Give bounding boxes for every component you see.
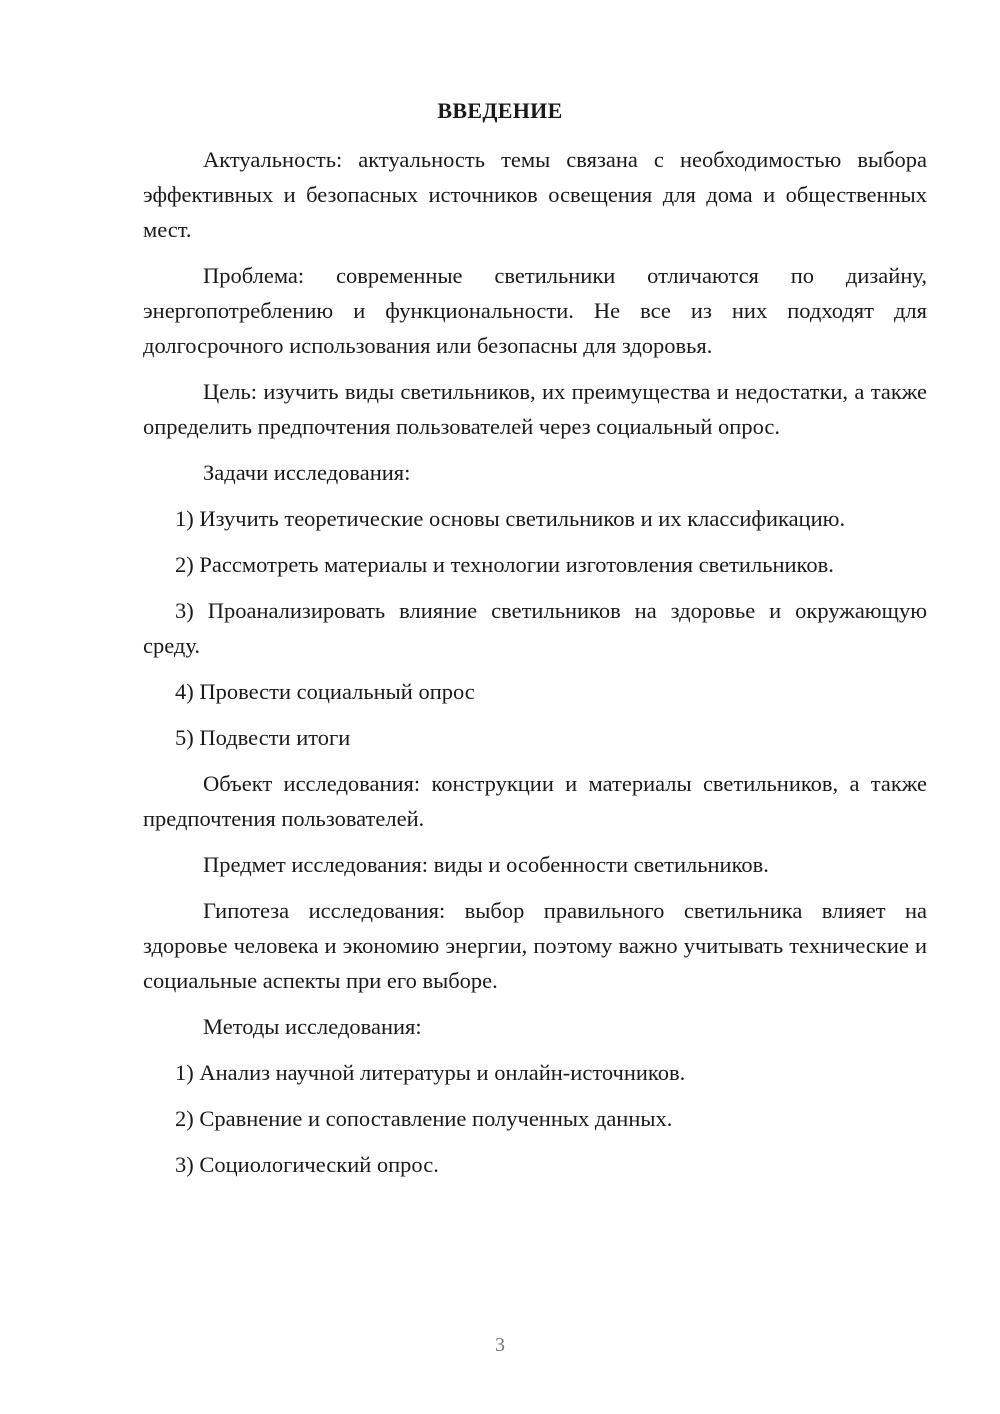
document-body [143,142,927,1193]
paragraph-hypothesis: Гипотеза исследования: выбор правильного светильника влияет на здоровье человека и экономию энергии, поэтому важно учитывать технические и социальные аспекты при его выборе. [143,898,927,993]
paragraph-goal: Цель: изучить виды светильников, их преимущества и недостатки, а также определить предпочтения пользователей через социальный опрос. [143,379,927,439]
paragraph-relevance: Актуальность: актуальность темы связана с необходимостью выбора эффективных и безопасных источников освещения для дома и общественных мест. [143,147,927,242]
paragraph-tasks-heading: Задачи исследования: [203,460,411,485]
list-item-task-2: 2) Рассмотреть материалы и технологии изготовления светильников. [175,552,834,577]
paragraph-object: Объект исследования: конструкции и материалы светильников, а также предпочтения пользователей. [143,771,927,831]
list-item-method-3: 3) Социологический опрос. [175,1152,439,1177]
list-item-method-1: 1) Анализ научной литературы и онлайн-источников. [175,1060,686,1085]
paragraph-methods-heading: Методы исследования: [203,1014,422,1039]
page-number: 3 [495,1334,505,1356]
list-item-task-5: 5) Подвести итоги [175,725,351,750]
paragraph-subject: Предмет исследования: виды и особенности светильников. [203,852,769,877]
list-item-task-4: 4) Провести социальный опрос [175,679,475,704]
list-item-method-2: 2) Сравнение и сопоставление полученных данных. [175,1106,673,1131]
list-item-task-1: 1) Изучить теоретические основы светильников и их классификацию. [175,506,846,531]
page-title: ВВЕДЕНИЕ [437,98,563,123]
paragraph-problem: Проблема: современные светильники отличаются по дизайну, энергопотреблению и функциональности. Не все из них подходят для долгосрочного использования или безопасны для здоровья. [143,263,927,358]
list-item-task-3: 3) Проанализировать влияние светильников на здоровье и окружающую среду. [143,598,927,658]
